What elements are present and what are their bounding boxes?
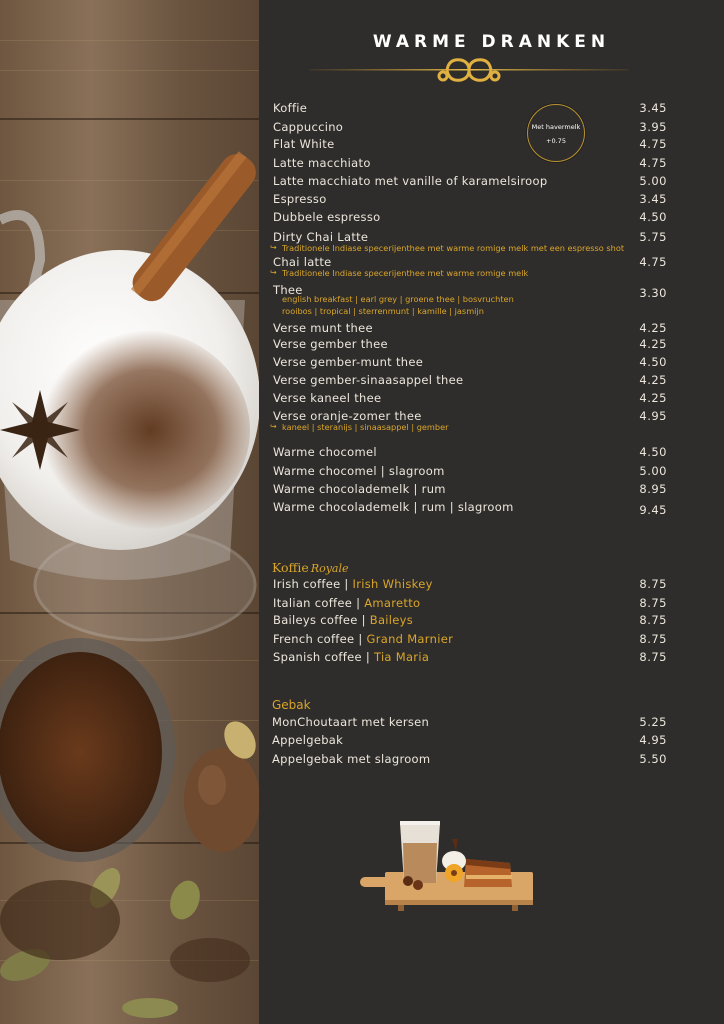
sub-arrow-icon: ↪: [270, 243, 277, 252]
item-name: Appelgebak: [272, 733, 344, 747]
item-price: 8.75: [639, 596, 667, 610]
item-description: kaneel | steranijs | sinaasappel | gember: [282, 422, 449, 432]
menu-item: [273, 101, 667, 117]
nutmeg-icon: [184, 748, 259, 852]
item-description: rooibos | tropical | sterrenmunt | kamille | jasmijn: [282, 306, 484, 316]
menu-item: [273, 373, 667, 389]
item-price: 4.75: [639, 137, 667, 151]
menu-item: [273, 192, 667, 208]
item-price: 3.45: [639, 192, 667, 206]
item-name: Verse kaneel thee: [273, 391, 382, 405]
item-price: 8.75: [639, 613, 667, 627]
menu-item: [273, 482, 667, 498]
item-description: Traditionele Indiase specerijenthee met warme romige melk met een espresso shot: [282, 243, 625, 253]
item-name: Verse gember thee: [273, 337, 388, 351]
item-name: Spanish coffee |: [273, 650, 374, 664]
item-name: Appelgebak met slagroom: [272, 752, 431, 766]
menu-item: [273, 391, 667, 407]
menu-item: [273, 355, 667, 371]
menu-item: [272, 752, 667, 768]
page-title: WARME DRANKEN: [372, 32, 611, 52]
item-name: Italian coffee |: [273, 596, 365, 610]
item-name: Warme chocolademelk | rum | slagroom: [273, 500, 514, 514]
menu-item: [273, 137, 667, 153]
item-name: Verse gember-sinaasappel thee: [273, 373, 464, 387]
menu-item: [273, 650, 667, 666]
item-price: 8.75: [639, 650, 667, 664]
menu-item: [273, 120, 667, 136]
item-name: MonChoutaart met kersen: [272, 715, 430, 729]
item-price: 5.50: [639, 752, 667, 766]
item-name: French coffee |: [273, 632, 367, 646]
item-price: 4.25: [639, 337, 667, 351]
item-price: 3.45: [639, 101, 667, 115]
badge-price: +0.75: [546, 137, 566, 145]
menu-item: [272, 715, 667, 731]
item-price: 5.25: [639, 715, 667, 729]
item-liquor: Grand Marnier: [366, 632, 454, 646]
item-price: 8.75: [639, 632, 667, 646]
item-name: Thee: [273, 283, 303, 297]
menu-item: [273, 632, 667, 648]
item-name: Irish coffee |: [273, 577, 353, 591]
menu-item: [273, 156, 667, 172]
menu-item: [273, 321, 667, 337]
sub-arrow-icon: ↪: [270, 422, 277, 431]
royale-heading-a: Koffie: [272, 560, 309, 575]
item-name: Verse gember-munt thee: [273, 355, 424, 369]
item-name: Warme chocomel: [273, 445, 377, 459]
item-name: Verse oranje-zomer thee: [273, 409, 422, 423]
menu-item: [273, 500, 667, 516]
item-name: Cappuccino: [273, 120, 344, 134]
menu-item: [273, 174, 667, 190]
item-price: 3.95: [639, 120, 667, 134]
item-liquor: Tia Maria: [373, 650, 430, 664]
item-liquor: Amaretto: [364, 596, 421, 610]
ornament-divider-icon: [269, 52, 669, 90]
item-price: 4.25: [639, 373, 667, 387]
menu-item: [273, 210, 667, 226]
item-price: 3.30: [639, 286, 667, 300]
cardamom-icon: [165, 876, 205, 923]
item-name: Baileys coffee |: [273, 613, 370, 627]
sub-arrow-icon: ↪: [270, 268, 277, 277]
menu-item: [273, 445, 667, 461]
menu-item: [273, 464, 667, 480]
cardamom-icon: [122, 998, 178, 1018]
item-name: Dirty Chai Latte: [273, 230, 369, 244]
item-price: 4.75: [639, 255, 667, 269]
item-price: 4.25: [639, 321, 667, 335]
item-name: Koffie: [273, 101, 308, 115]
serving-board-illustration: [360, 815, 535, 915]
royale-heading-b: Royale: [310, 562, 349, 575]
menu-item: [273, 596, 667, 612]
menu-item: [272, 733, 667, 749]
item-name: Dubbele espresso: [273, 210, 381, 224]
item-name: Flat White: [273, 137, 335, 151]
item-name: Verse munt thee: [273, 321, 373, 335]
item-price: 4.50: [639, 445, 667, 459]
item-price: 4.95: [639, 733, 667, 747]
item-liquor: Irish Whiskey: [352, 577, 433, 591]
item-price: 4.50: [639, 210, 667, 224]
star-anise-icon: [0, 390, 80, 470]
item-liquor: Baileys: [369, 613, 414, 627]
item-price: 8.95: [639, 482, 667, 496]
menu-item: [273, 577, 667, 593]
section-heading-gebak: Gebak: [272, 698, 311, 712]
menu-item: [273, 613, 667, 629]
item-name: Latte macchiato: [273, 156, 371, 170]
photo-illustration: [0, 0, 259, 1024]
badge-label: Met havermelk: [531, 123, 581, 131]
item-description: Traditionele Indiase specerijenthee met warme romige melk: [282, 268, 529, 278]
item-price: 4.25: [639, 391, 667, 405]
item-price: 5.00: [639, 464, 667, 478]
item-name: Warme chocolademelk | rum: [273, 482, 446, 496]
item-name: Chai latte: [273, 255, 332, 269]
item-description: english breakfast | earl grey | groene thee | bosvruchten: [282, 294, 514, 304]
section-heading-royale: [272, 557, 349, 576]
item-name: Warme chocomel | slagroom: [273, 464, 445, 478]
menu-item: [273, 337, 667, 353]
item-price: 4.75: [639, 156, 667, 170]
item-price: 4.50: [639, 355, 667, 369]
ground-coffee: [0, 652, 162, 852]
item-price: 5.75: [639, 230, 667, 244]
item-name: Latte macchiato met vanille of karamelsiroop: [273, 174, 548, 188]
item-name: Espresso: [273, 192, 327, 206]
hero-photo: [0, 0, 259, 1024]
item-price: 4.95: [639, 409, 667, 423]
item-price: 8.75: [639, 577, 667, 591]
item-price: 5.00: [639, 174, 667, 188]
item-price: 9.45: [639, 503, 667, 517]
